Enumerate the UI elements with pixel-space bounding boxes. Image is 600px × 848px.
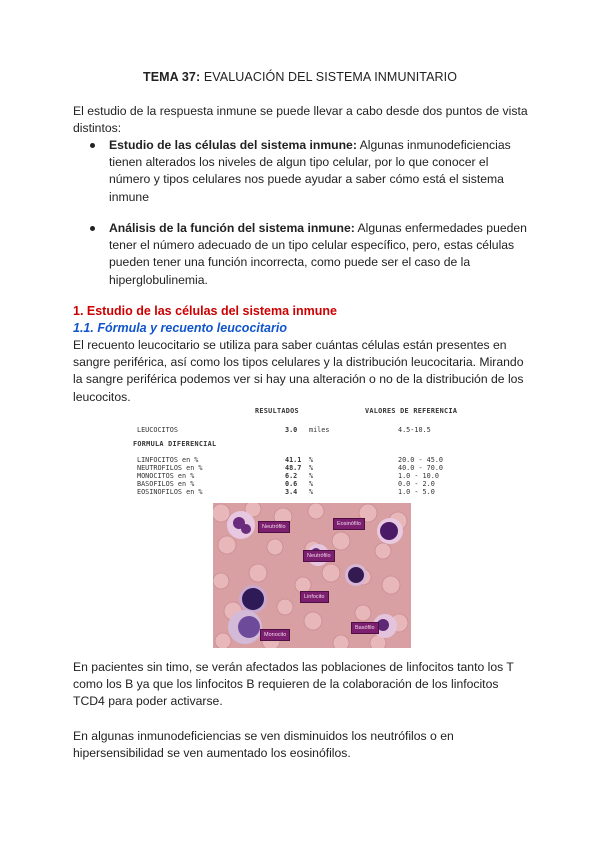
row-label: NEUTROFILOS en %: [137, 464, 203, 472]
row-unit: %: [309, 456, 314, 464]
intro-paragraph: El estudio de la respuesta inmune se puede llevar a cabo desde dos puntos de vista distintos:: [73, 104, 528, 136]
bullet-text: Algunas inmunodeficiencias tienen alterados los niveles de algun tipo celular, por lo que conocer el número y tipos celulares nos puede ayudar a saber cómo está el sistema inmune: [109, 138, 511, 204]
micrograph-image: [213, 503, 411, 648]
bullet-bold: Estudio de las células del sistema inmune:: [109, 138, 357, 152]
row-label: BASOFILOS en %: [137, 480, 195, 488]
paragraph-inmunodeficiencias: En algunas inmunodeficiencias se ven disminuidos los neutrófilos o en hipersensibilidad se ven aumentado los eosinófilos.: [73, 729, 454, 761]
row-label: LINFOCITOS en %: [137, 456, 199, 464]
row-reference: 20.0 - 45.0: [398, 456, 444, 464]
row-value: 3.4: [285, 488, 298, 496]
bullet-item: [109, 220, 529, 289]
reference-header: VALORES DE REFERENCIA: [365, 407, 458, 415]
micro-label-neutrofilo-2: Neutrófilo: [303, 550, 335, 562]
bullet-text: Algunas enfermedades pueden tener el número adecuado de un tipo celular específico, pero, estas células pueden tener una función incorrecta, como puede ser el caso de la hiperglobulinemia.: [109, 221, 527, 287]
row-reference: 1.0 - 10.0: [398, 472, 439, 480]
results-header: RESULTADOS: [255, 407, 299, 415]
row-reference: 40.0 - 70.0: [398, 464, 444, 472]
row-unit: %: [309, 480, 314, 488]
row-unit: %: [309, 464, 314, 472]
row-unit: %: [309, 472, 314, 480]
row-value: 48.7: [285, 464, 302, 472]
row-unit: %: [309, 488, 314, 496]
formula-header: FORMULA DIFERENCIAL: [133, 440, 217, 448]
row-reference: 1.0 - 5.0: [398, 488, 435, 496]
bullet-dot-icon: [90, 226, 95, 231]
micro-label-linfocito: Linfocito: [300, 591, 329, 603]
row-reference: 0.0 - 2.0: [398, 480, 435, 488]
row-value: 0.6: [285, 480, 298, 488]
row-label: MONOCITOS en %: [137, 472, 195, 480]
section-heading: 1. Estudio de las células del sistema inmune: [73, 304, 337, 318]
micro-label-neutrofilo: Neutrófilo: [258, 521, 290, 533]
bullet-dot-icon: [90, 143, 95, 148]
row-reference: 4.5-10.5: [398, 426, 431, 434]
row-unit: miles: [309, 426, 330, 434]
row-value: 3.0: [285, 426, 298, 434]
blood-smear-micrograph: [213, 503, 411, 648]
paragraph-timo: En pacientes sin timo, se verán afectados las poblaciones de linfocitos tanto los T como los B ya que los linfocitos B requieren de la colaboración de los linfocitos TCD4 para poder activarse.: [73, 660, 514, 709]
row-value: 6.2: [285, 472, 298, 480]
micro-label-eosinofilo: Eosinófilo: [333, 518, 365, 530]
page-title: [0, 70, 600, 84]
row-label: LEUCOCITOS: [137, 426, 178, 434]
micro-label-basofilo: Basófilo: [351, 622, 379, 634]
row-value: 41.1: [285, 456, 302, 464]
lab-results-table: [133, 407, 473, 502]
table-row: [133, 426, 473, 435]
table-row: [133, 488, 473, 497]
row-label: EOSINOFILOS en %: [137, 488, 203, 496]
micro-label-monocito: Monocito: [260, 629, 290, 641]
title-text: EVALUACIÓN DEL SISTEMA INMUNITARIO: [200, 70, 458, 84]
title-prefix: TEMA 37:: [142, 70, 201, 84]
bullet-bold: Análisis de la función del sistema inmune:: [109, 221, 355, 235]
bullet-item: [109, 137, 529, 206]
subsection-heading: 1.1. Fórmula y recuento leucocitario: [73, 321, 287, 335]
paragraph-recuento: El recuento leucocitario se utiliza para saber cuántas células están presentes en sangre periférica, así como los tipos celulares y la distribución leucocitaria. Mirando la sangre periférica podemos ver si hay una alteración o no de la distribución de los leucocitos.: [73, 338, 524, 404]
